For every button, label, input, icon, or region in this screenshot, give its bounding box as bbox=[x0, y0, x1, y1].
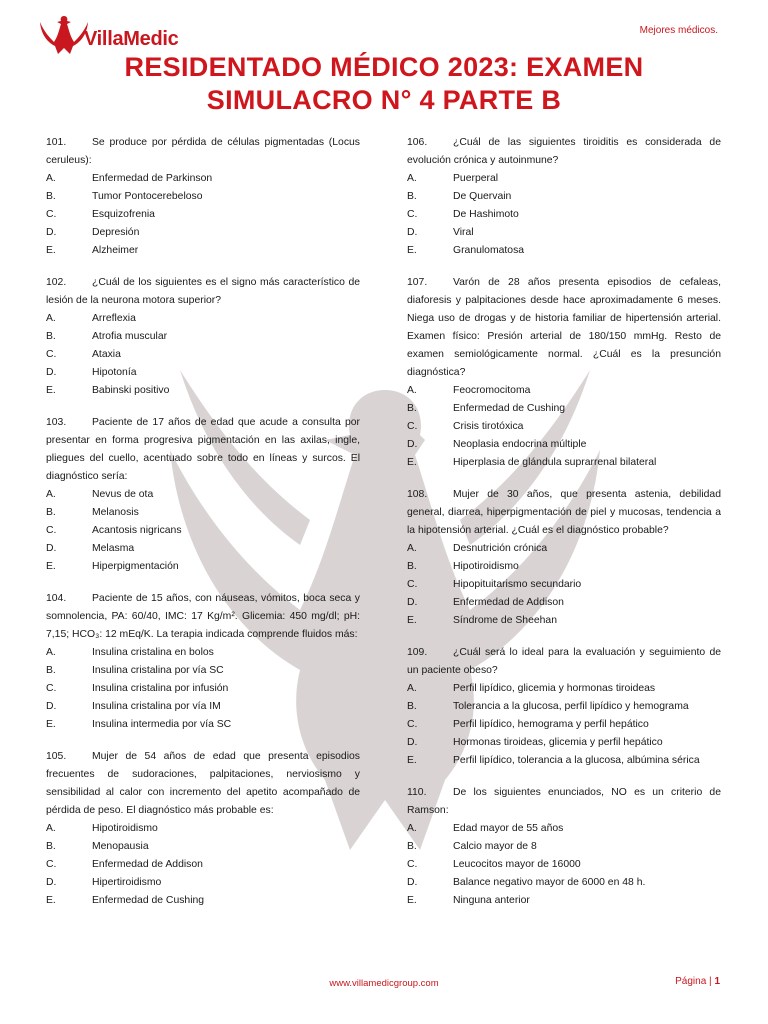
question-number: 104. bbox=[46, 593, 67, 604]
option-letter: D. bbox=[46, 701, 57, 712]
answer-option[interactable] bbox=[407, 680, 721, 698]
answer-option[interactable] bbox=[46, 382, 360, 400]
question-number: 105. bbox=[46, 751, 67, 762]
page-title bbox=[0, 51, 768, 117]
answer-option[interactable] bbox=[407, 188, 721, 206]
option-text: Acantosis nigricans bbox=[92, 525, 182, 536]
option-text: Hipotiroidismo bbox=[92, 823, 158, 834]
option-letter: A. bbox=[407, 173, 417, 184]
option-text: Melasma bbox=[92, 543, 135, 554]
option-text: Depresión bbox=[92, 227, 140, 238]
answer-option[interactable] bbox=[46, 486, 360, 504]
option-text: Enfermedad de Parkinson bbox=[92, 173, 213, 184]
question-number: 101. bbox=[46, 137, 67, 148]
answer-option[interactable] bbox=[46, 504, 360, 522]
option-letter: E. bbox=[407, 615, 417, 626]
question-item bbox=[46, 134, 360, 260]
option-text: Síndrome de Sheehan bbox=[453, 615, 557, 626]
option-letter: C. bbox=[407, 859, 418, 870]
answer-option[interactable] bbox=[407, 418, 721, 436]
question-item bbox=[407, 274, 721, 472]
tagline: Mejores médicos. bbox=[639, 25, 718, 36]
question-text: Paciente de 17 años de edad que acude a consulta por presentar en forma progresiva pigmentación en las axilas, ingle, pliegues del cuello, acentuado sobre todo en líneas y surcos. El diagnóstico sería: bbox=[46, 417, 360, 482]
question-text: Se produce por pérdida de células pigmentadas (Locus ceruleus): bbox=[46, 137, 360, 166]
answer-option[interactable] bbox=[46, 170, 360, 188]
question-stem bbox=[407, 274, 721, 382]
question-text: Paciente de 15 años, con náuseas, vómitos, boca seca y somnolencia, PA: 60/40, IMC: 17 Kg/m². Glicemia: 450 mg/dl; pH: 7,15; HCO₃: 12 mEq/K. La terapia indicada comprende fluidos más: bbox=[46, 593, 360, 640]
question-number: 106. bbox=[407, 137, 428, 148]
option-text: Insulina cristalina por vía SC bbox=[92, 665, 224, 676]
option-letter: D. bbox=[46, 877, 57, 888]
option-letter: B. bbox=[407, 191, 417, 202]
brand-name: VillaMedic bbox=[84, 28, 179, 50]
option-text: De Hashimoto bbox=[453, 209, 519, 220]
answer-option[interactable] bbox=[46, 206, 360, 224]
answer-option[interactable] bbox=[407, 558, 721, 576]
option-letter: A. bbox=[46, 313, 56, 324]
option-letter: B. bbox=[407, 841, 417, 852]
option-text: Insulina cristalina en bolos bbox=[92, 647, 214, 658]
option-text: Insulina cristalina por vía IM bbox=[92, 701, 221, 712]
option-text: Puerperal bbox=[453, 173, 499, 184]
brand-logo[interactable] bbox=[36, 8, 196, 56]
question-stem bbox=[46, 274, 360, 310]
option-letter: C. bbox=[46, 525, 57, 536]
option-text: Melanosis bbox=[92, 507, 139, 518]
answer-option[interactable] bbox=[407, 698, 721, 716]
option-letter: A. bbox=[46, 489, 56, 500]
option-text: Crisis tirotóxica bbox=[453, 421, 524, 432]
option-text: Enfermedad de Addison bbox=[92, 859, 203, 870]
question-stem bbox=[46, 414, 360, 486]
answer-option[interactable] bbox=[46, 698, 360, 716]
option-text: Insulina intermedia por vía SC bbox=[92, 719, 232, 730]
option-text: Viral bbox=[453, 227, 474, 238]
question-number: 109. bbox=[407, 647, 428, 658]
answer-option[interactable] bbox=[46, 856, 360, 874]
option-letter: D. bbox=[46, 543, 57, 554]
option-text: Neoplasia endocrina múltiple bbox=[453, 439, 587, 450]
answer-option[interactable] bbox=[407, 206, 721, 224]
answer-option[interactable] bbox=[407, 224, 721, 242]
option-text: Enfermedad de Cushing bbox=[453, 403, 566, 414]
question-text: Mujer de 30 años, que presenta astenia, debilidad general, diarrea, hiperpigmentación de piel y mucosas, tendencia a la hipotensión arterial. ¿Cuál es el diagnóstico probable? bbox=[407, 489, 721, 536]
option-text: Feocromocitoma bbox=[453, 385, 531, 396]
answer-option[interactable] bbox=[407, 454, 721, 472]
answer-option[interactable] bbox=[46, 346, 360, 364]
option-letter: C. bbox=[407, 719, 418, 730]
answer-option[interactable] bbox=[407, 170, 721, 188]
option-text: Granulomatosa bbox=[453, 245, 525, 256]
answer-option[interactable] bbox=[407, 716, 721, 734]
option-text: Babinski positivo bbox=[92, 385, 170, 396]
option-letter: D. bbox=[407, 737, 418, 748]
option-letter: D. bbox=[46, 367, 57, 378]
answer-option[interactable] bbox=[46, 820, 360, 838]
option-letter: B. bbox=[407, 561, 417, 572]
answer-option[interactable] bbox=[46, 540, 360, 558]
option-text: Esquizofrenia bbox=[92, 209, 155, 220]
answer-option[interactable] bbox=[46, 310, 360, 328]
answer-option[interactable] bbox=[407, 838, 721, 856]
option-letter: A. bbox=[407, 385, 417, 396]
answer-option[interactable] bbox=[46, 558, 360, 576]
option-letter: C. bbox=[46, 209, 57, 220]
option-letter: D. bbox=[407, 877, 418, 888]
question-item bbox=[407, 784, 721, 910]
option-letter: A. bbox=[407, 823, 417, 834]
option-text: Enfermedad de Cushing bbox=[92, 895, 205, 906]
answer-option[interactable] bbox=[407, 576, 721, 594]
option-letter: A. bbox=[46, 823, 56, 834]
option-letter: B. bbox=[46, 331, 56, 342]
option-text: Menopausia bbox=[92, 841, 149, 852]
answer-option[interactable] bbox=[46, 874, 360, 892]
option-letter: A. bbox=[46, 173, 56, 184]
answer-option[interactable] bbox=[46, 716, 360, 734]
option-text: Arreflexia bbox=[92, 313, 136, 324]
answer-option[interactable] bbox=[407, 382, 721, 400]
option-letter: B. bbox=[46, 191, 56, 202]
answer-option[interactable] bbox=[46, 242, 360, 260]
option-text: Edad mayor de 55 años bbox=[453, 823, 564, 834]
option-text: Calcio mayor de 8 bbox=[453, 841, 537, 852]
option-letter: D. bbox=[407, 439, 418, 450]
answer-option[interactable] bbox=[46, 522, 360, 540]
option-text: Hipotonía bbox=[92, 367, 137, 378]
option-text: Perfil lipídico, hemograma y perfil hepático bbox=[453, 719, 649, 730]
question-text: Varón de 28 años presenta episodios de cefaleas, diaforesis y palpitaciones desde hace aproximadamente 6 meses. Niega uso de drogas y de historia familiar de hipertensión arterial. Examen físico: Presión arterial de 180/150 mmHg. Resto de examen semiológicamente normal. ¿Cuál es la presunción diagnóstica? bbox=[407, 277, 721, 378]
option-text: Nevus de ota bbox=[92, 489, 154, 500]
answer-option[interactable] bbox=[407, 752, 721, 770]
option-letter: C. bbox=[46, 683, 57, 694]
footer-url-link[interactable]: www.villamedicgroup.com bbox=[329, 978, 439, 989]
question-stem bbox=[46, 748, 360, 820]
option-letter: E. bbox=[407, 895, 417, 906]
answer-option[interactable] bbox=[46, 328, 360, 346]
answer-option[interactable] bbox=[407, 436, 721, 454]
option-text: Alzheimer bbox=[92, 245, 139, 256]
option-text: Atrofia muscular bbox=[92, 331, 168, 342]
option-letter: B. bbox=[46, 507, 56, 518]
question-number: 108. bbox=[407, 489, 428, 500]
question-text: ¿Cuál será lo ideal para la evaluación y seguimiento de un paciente obeso? bbox=[407, 647, 721, 676]
answer-option[interactable] bbox=[407, 242, 721, 260]
option-letter: E. bbox=[46, 561, 56, 572]
title-line-1: RESIDENTADO MÉDICO 2023: EXAMEN bbox=[124, 52, 644, 82]
question-item bbox=[46, 590, 360, 734]
question-stem bbox=[407, 644, 721, 680]
option-letter: B. bbox=[407, 403, 417, 414]
question-text: Mujer de 54 años de edad que presenta episodios frecuentes de sudoraciones, palpitaciones, nerviosismo y sensibilidad al calor con incremento del apetito acompañado de pérdida de peso. El diagnóstico más probable es: bbox=[46, 751, 360, 816]
answer-option[interactable] bbox=[407, 540, 721, 558]
answer-option[interactable] bbox=[407, 734, 721, 752]
question-item bbox=[46, 414, 360, 576]
question-stem bbox=[407, 486, 721, 540]
answer-option[interactable] bbox=[407, 856, 721, 874]
answer-option[interactable] bbox=[407, 892, 721, 910]
question-item bbox=[407, 134, 721, 260]
question-text: ¿Cuál de las siguientes tiroiditis es considerada de evolución crónica y autoinmune? bbox=[407, 137, 721, 166]
option-letter: E. bbox=[46, 895, 56, 906]
answer-option[interactable] bbox=[46, 364, 360, 382]
answer-option[interactable] bbox=[46, 644, 360, 662]
option-letter: C. bbox=[407, 579, 418, 590]
option-text: Leucocitos mayor de 16000 bbox=[453, 859, 581, 870]
questions-column-left bbox=[46, 134, 360, 924]
option-letter: D. bbox=[407, 597, 418, 608]
option-letter: E. bbox=[46, 385, 56, 396]
question-stem bbox=[407, 784, 721, 820]
option-text: Insulina cristalina por infusión bbox=[92, 683, 229, 694]
option-text: Tumor Pontocerebeloso bbox=[92, 191, 203, 202]
option-text: Hipertiroidismo bbox=[92, 877, 162, 888]
option-letter: C. bbox=[407, 421, 418, 432]
question-number: 110. bbox=[407, 787, 427, 798]
option-letter: E. bbox=[407, 245, 417, 256]
question-number: 102. bbox=[46, 277, 67, 288]
option-letter: D. bbox=[407, 227, 418, 238]
option-letter: B. bbox=[46, 665, 56, 676]
questions-column-right bbox=[407, 134, 721, 924]
answer-option[interactable] bbox=[46, 188, 360, 206]
option-text: Hormonas tiroideas, glicemia y perfil hepático bbox=[453, 737, 663, 748]
title-line-2: SIMULACRO N° 4 PARTE B bbox=[206, 85, 562, 115]
answer-option[interactable] bbox=[407, 594, 721, 612]
question-stem bbox=[46, 590, 360, 644]
option-letter: B. bbox=[46, 841, 56, 852]
question-item bbox=[407, 486, 721, 630]
answer-option[interactable] bbox=[46, 892, 360, 910]
option-text: Perfil lipídico, glicemia y hormonas tiroideas bbox=[453, 683, 656, 694]
option-letter: E. bbox=[407, 457, 417, 468]
option-text: De Quervain bbox=[453, 191, 512, 202]
question-text: De los siguientes enunciados, NO es un criterio de Ramson: bbox=[407, 787, 721, 816]
answer-option[interactable] bbox=[407, 612, 721, 630]
page-label: Página | bbox=[675, 976, 712, 987]
answer-option[interactable] bbox=[46, 838, 360, 856]
option-letter: A. bbox=[46, 647, 56, 658]
option-letter: A. bbox=[407, 683, 417, 694]
option-letter: D. bbox=[46, 227, 57, 238]
option-letter: E. bbox=[46, 719, 56, 730]
option-text: Enfermedad de Addison bbox=[453, 597, 564, 608]
page-number bbox=[675, 976, 720, 987]
option-text: Perfil lipídico, tolerancia a la glucosa, albúmina sérica bbox=[453, 755, 700, 766]
answer-option[interactable] bbox=[46, 224, 360, 242]
question-item bbox=[46, 748, 360, 910]
option-letter: C. bbox=[46, 859, 57, 870]
question-item bbox=[46, 274, 360, 400]
option-letter: B. bbox=[407, 701, 417, 712]
option-letter: E. bbox=[46, 245, 56, 256]
option-letter: C. bbox=[407, 209, 418, 220]
page-number-value: 1 bbox=[714, 976, 720, 987]
option-text: Ninguna anterior bbox=[453, 895, 530, 906]
option-text: Balance negativo mayor de 6000 en 48 h. bbox=[453, 877, 646, 888]
question-number: 107. bbox=[407, 277, 428, 288]
answer-option[interactable] bbox=[46, 662, 360, 680]
question-text: ¿Cuál de los siguientes es el signo más característico de lesión de la neurona motora superior? bbox=[46, 277, 360, 306]
question-stem bbox=[46, 134, 360, 170]
option-text: Ataxia bbox=[92, 349, 121, 360]
question-item bbox=[407, 644, 721, 770]
question-number: 103. bbox=[46, 417, 67, 428]
answer-option[interactable] bbox=[407, 874, 721, 892]
option-text: Hipopituitarismo secundario bbox=[453, 579, 582, 590]
question-stem bbox=[407, 134, 721, 170]
option-text: Hiperpigmentación bbox=[92, 561, 179, 572]
answer-option[interactable] bbox=[46, 680, 360, 698]
option-text: Desnutrición crónica bbox=[453, 543, 548, 554]
option-text: Tolerancia a la glucosa, perfil lipídico y hemograma bbox=[453, 701, 689, 712]
answer-option[interactable] bbox=[407, 400, 721, 418]
option-letter: C. bbox=[46, 349, 57, 360]
option-text: Hiperplasia de glándula suprarrenal bilateral bbox=[453, 457, 657, 468]
option-letter: A. bbox=[407, 543, 417, 554]
answer-option[interactable] bbox=[407, 820, 721, 838]
option-letter: E. bbox=[407, 755, 417, 766]
option-text: Hipotiroidismo bbox=[453, 561, 519, 572]
